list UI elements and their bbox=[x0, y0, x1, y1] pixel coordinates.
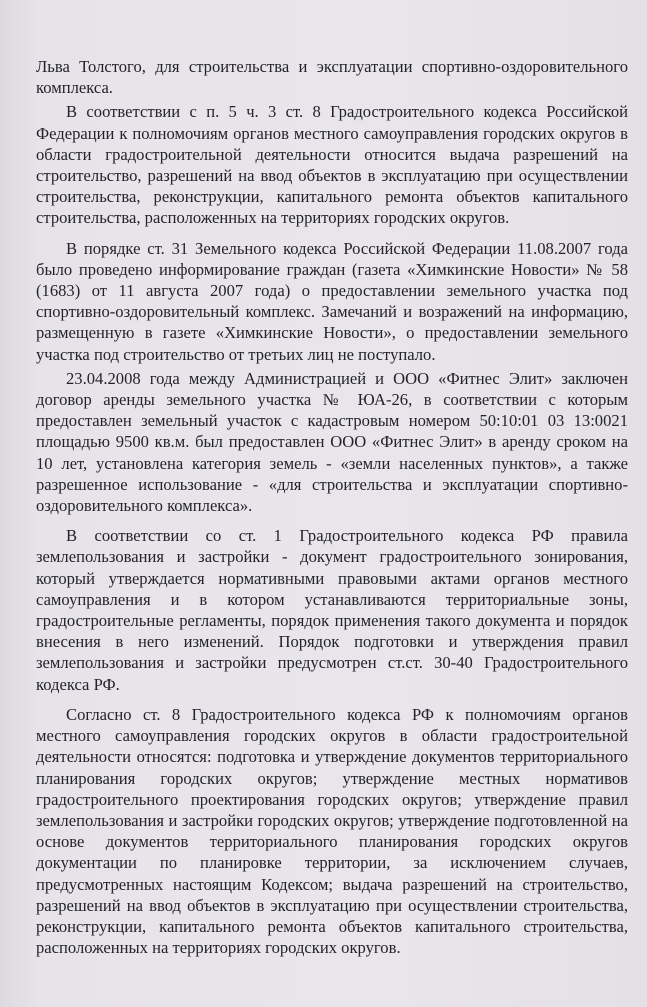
paragraph-6: Согласно ст. 8 Градостроительного кодекса РФ к полномочиям органов местного самоуправления городских округов в области градостроительной деятельности относятся: подготовка и утверждение документов территориального планирования городских округов; утверждение местных нормативов градостроительного проектирования городских округов; утверждение правил землепользования и застройки городских округов; утверждение подготовленной на основе документов территориального планирования городских округов документации по планировке территории, за исключением случаев, предусмотренных настоящим Кодексом; выдача разрешений на строительство, разрешений на ввод объектов в эксплуатацию при осуществлении строительства, реконструкции, капитального ремонта объектов капитального строительства, расположенных на территориях городских округов. bbox=[36, 704, 628, 958]
document-body bbox=[36, 56, 628, 958]
paragraph-3: В порядке ст. 31 Земельного кодекса Российской Федерации 11.08.2007 года было проведено информирование граждан (газета «Химкинские Новости» № 58 (1683) от 11 августа 2007 года) о предоставлении земельного участка под спортивно-оздоровительный комплекс. Замечаний и возражений на информацию, размещенную в газете «Химкинские Новости», о предоставлении земельного участка под строительство от третьих лиц не поступало. bbox=[36, 238, 628, 364]
paragraph-5: В соответствии со ст. 1 Градостроительного кодекса РФ правила землепользования и застройки - документ градостроительного зонирования, который утверждается нормативными правовыми актами органов местного самоуправления и в котором устанавливаются территориальные зоны, градостроительные регламенты, порядок применения такого документа и порядок внесения в него изменений. Порядок подготовки и утверждения правил землепользования и застройки предусмотрен ст.ст. 30-40 Градостроительного кодекса РФ. bbox=[36, 526, 628, 694]
paragraph-1: Льва Толстого, для строительства и эксплуатации спортивно-оздоровительного комплекса. bbox=[36, 57, 628, 98]
paragraph-2: В соответствии с п. 5 ч. 3 ст. 8 Градостроительного кодекса Российской Федерации к полномочиям органов местного самоуправления городских округов в области градостроительной деятельности относится выдача разрешений на строительство, разрешений на ввод объектов в эксплуатацию при осуществлении строительства, реконструкции, капитального ремонта объектов капитального строительства, расположенных на территориях городских округов. bbox=[36, 102, 628, 228]
paragraph-4: 23.04.2008 года между Администрацией и ООО «Фитнес Элит» заключен договор аренды земельного участка № ЮА-26, в соответствии с которым предоставлен земельный участок с кадастровым номером 50:10:01 03 13:0021 площадью 9500 кв.м. был предоставлен ООО «Фитнес Элит» в аренду сроком на 10 лет, установлена категория земель - «земли населенных пунктов», а также разрешенное использование - «для строительства и эксплуатации спортивно-оздоровительного комплекса». bbox=[36, 368, 628, 516]
